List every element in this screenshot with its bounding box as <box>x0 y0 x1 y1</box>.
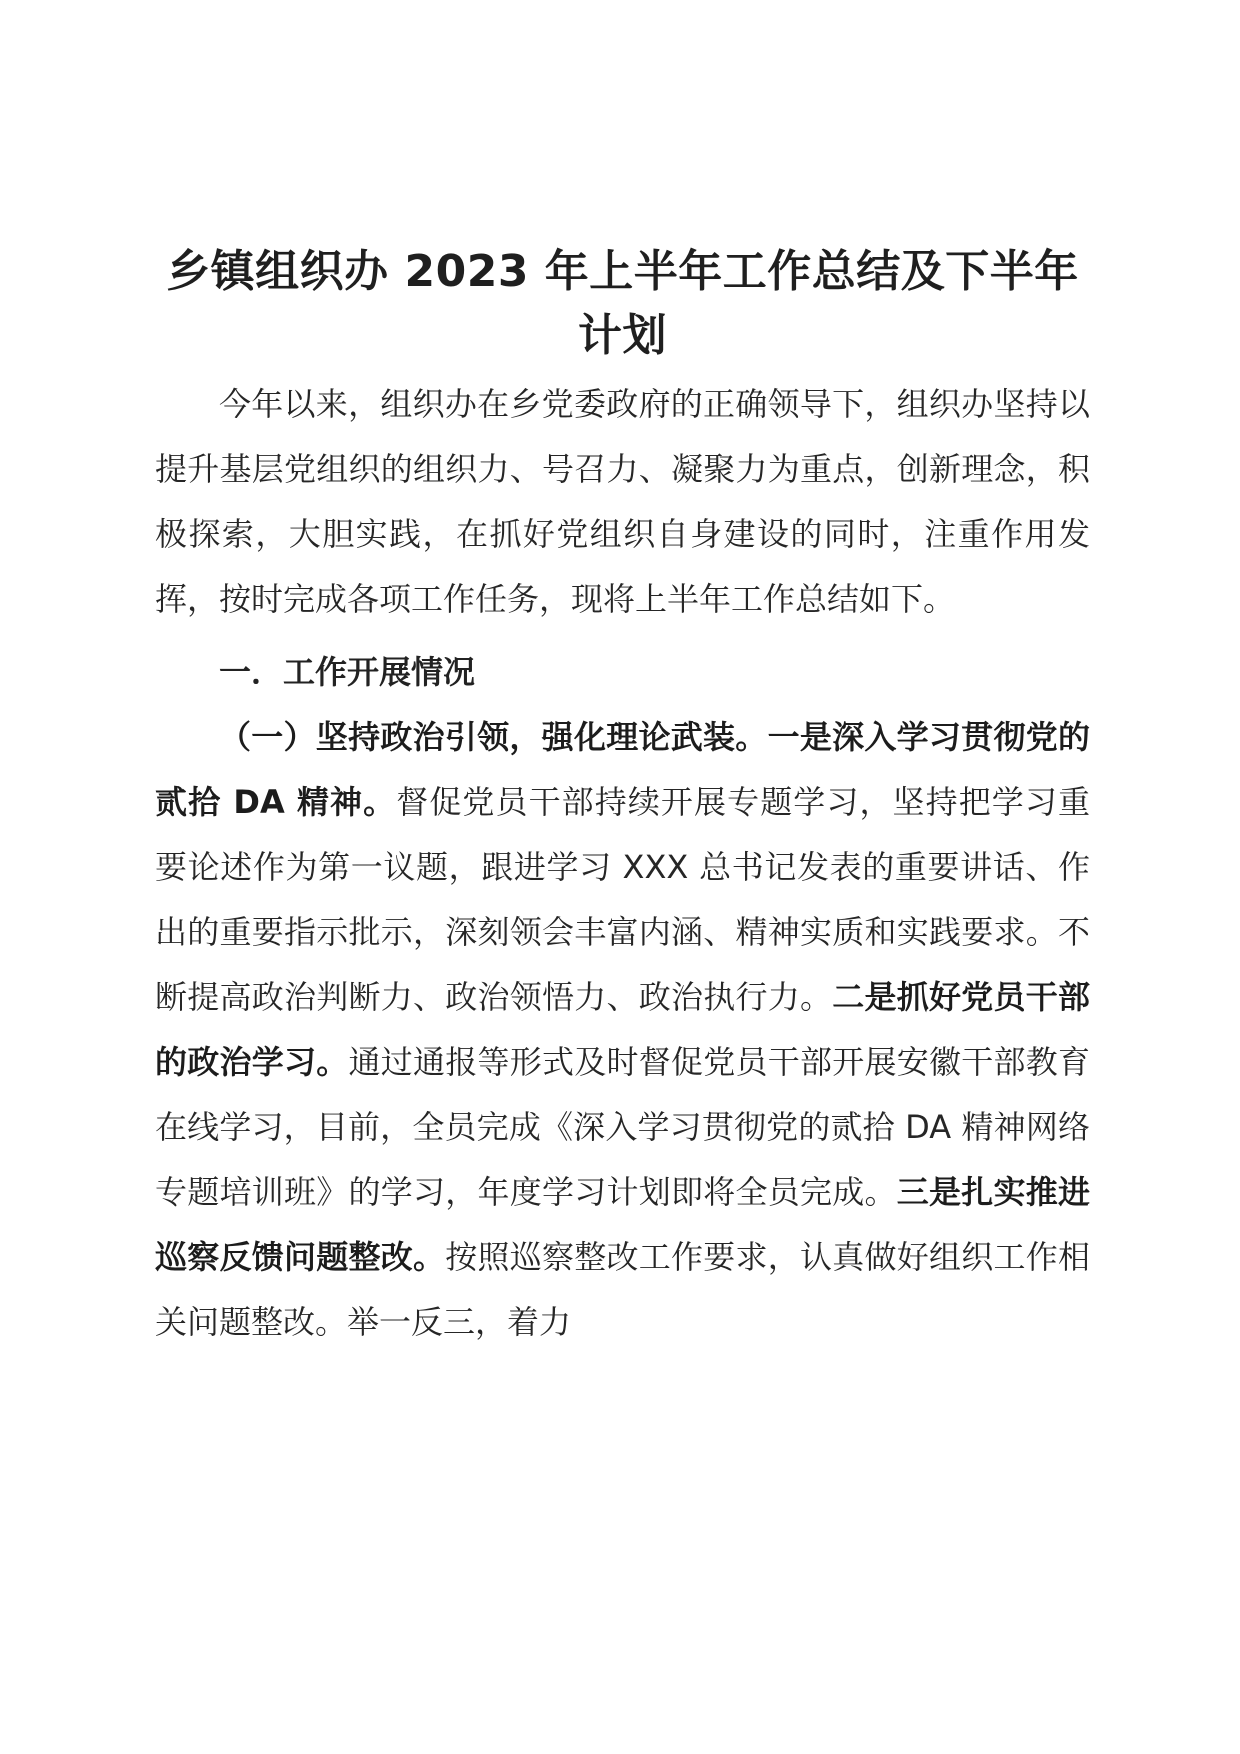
document-content <box>155 240 1090 1355</box>
document-title: 乡镇组织办 2023 年上半年工作总结及下半年计划 <box>166 246 1079 361</box>
section-1-bold-2: 二是抓好党员干部的政治学习。 <box>155 978 1090 1081</box>
section-heading: 一．工作开展情况 <box>219 653 476 691</box>
section-1-text-1: 督促党员干部持续开展专题学习，坚持把学习重要论述作为第一议题，跟进学习 XXX 总书记发表的重要讲话、作出的重要指示批示，深刻领会丰富内涵、精神实质和实践要求。不断提高政治判断力、政治领悟力、政治执行力。 <box>155 783 1090 1016</box>
section-1-lead-bold: （一）坚持政治引领，强化理论武装。一是深入学习贯彻党的贰拾 DA 精神。 <box>155 718 1090 821</box>
section-1-text-3: 按照巡察整改工作要求，认真做好组织工作相关问题整改。举一反三，着力 <box>155 1238 1090 1341</box>
intro-paragraph: 今年以来，组织办在乡党委政府的正确领导下，组织办坚持以提升基层党组织的组织力、号召力、凝聚力为重点，创新理念，积极探索，大胆实践，在抓好党组织自身建设的同时，注重作用发挥，按时完成各项工作任务，现将上半年工作总结如下。 <box>155 385 1090 618</box>
section-1-bold-3: 三是扎实推进巡察反馈问题整改。 <box>155 1173 1090 1276</box>
section-1-paragraph <box>155 705 1090 1355</box>
section-1-text-2: 通过通报等形式及时督促党员干部开展安徽干部教育在线学习，目前，全员完成《深入学习贯彻党的贰拾 DA 精神网络专题培训班》的学习，年度学习计划即将全员完成。 <box>155 1043 1090 1211</box>
